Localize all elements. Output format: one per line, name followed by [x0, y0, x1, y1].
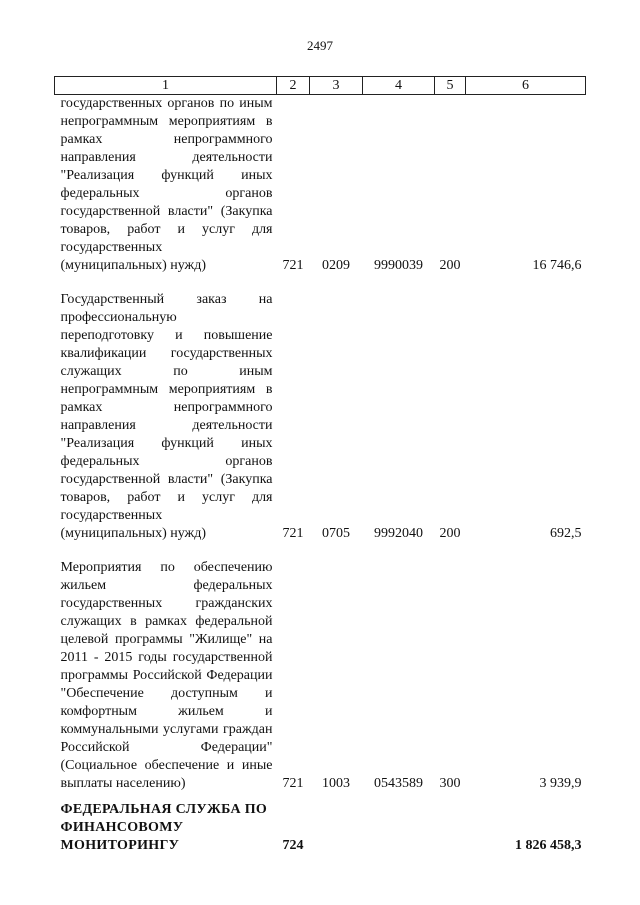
total-expense-type [435, 793, 466, 855]
page-number: 2497 [307, 38, 333, 53]
row-amount: 692,5 [550, 526, 582, 541]
column-header-ministry: 2 [277, 77, 310, 95]
total-name: ФЕДЕРАЛЬНАЯ СЛУЖБА ПО ФИНАНСОВОМУ МОНИТОРИНГУ [60, 802, 268, 853]
row-name-last-line: (муниципальных) нужд) [60, 526, 207, 541]
table-row [55, 559, 586, 793]
total-amount: 1 826 458,3 [515, 838, 582, 853]
row-ministry: 721 [282, 258, 304, 273]
row-target: 0543589 [374, 776, 423, 791]
row-expense-type: 200 [439, 258, 461, 273]
row-section: 0705 [322, 526, 350, 541]
row-ministry: 721 [282, 776, 304, 791]
row-ministry: 721 [282, 526, 304, 541]
row-name-last-line: (муниципальных) нужд) [60, 258, 207, 273]
total-ministry: 724 [282, 838, 304, 853]
row-spacer [55, 275, 586, 291]
row-target: 9990039 [374, 258, 423, 273]
row-name [55, 95, 277, 276]
row-target: 9992040 [374, 526, 423, 541]
column-header-amount: 6 [466, 77, 586, 95]
row-amount: 16 746,6 [532, 258, 582, 273]
column-header-target: 4 [363, 77, 435, 95]
row-name [55, 559, 277, 793]
column-header-section: 3 [310, 77, 363, 95]
column-header-expense-type: 5 [435, 77, 466, 95]
row-spacer [55, 543, 586, 559]
row-section: 0209 [322, 258, 350, 273]
row-expense-type: 200 [439, 526, 461, 541]
table-row [55, 291, 586, 543]
table-row [55, 95, 586, 276]
row-name-last-line: выплаты населению) [60, 776, 186, 791]
row-expense-type: 300 [439, 776, 461, 791]
row-section: 1003 [322, 776, 350, 791]
budget-table [54, 76, 586, 855]
row-name-text: государственных органов по иным непрограммным мероприятиям в рамках непрограммного направления деятельности "Реализация функций иных федеральных органов государственной власти" (Закупка товаров, работ и услуг для государственных [60, 96, 273, 255]
row-name-text: Мероприятия по обеспечению жильем федеральных государственных гражданских служащих в рамках федеральной целевой программы "Жилище" на 2011 - 2015 годы государственной программы Российской Федерации "Обеспечение доступным и комфортным жильем и коммунальными услугами граждан Российской Федерации" (Социальное обеспечение и иные [60, 560, 273, 773]
total-section [310, 793, 363, 855]
total-target [363, 793, 435, 855]
column-header-name: 1 [55, 77, 277, 95]
row-name-text: Государственный заказ на профессиональную переподготовку и повышение квалификации государственных служащих по иным непрограммным мероприятиям в рамках непрограммного направления деятельности "Реализация функций иных федеральных органов государственной власти" (Закупка товаров, работ и услуг для государственных [60, 292, 273, 523]
table-header-row [55, 77, 586, 95]
total-row [55, 793, 586, 855]
row-amount: 3 939,9 [539, 776, 582, 791]
row-name [55, 291, 277, 543]
